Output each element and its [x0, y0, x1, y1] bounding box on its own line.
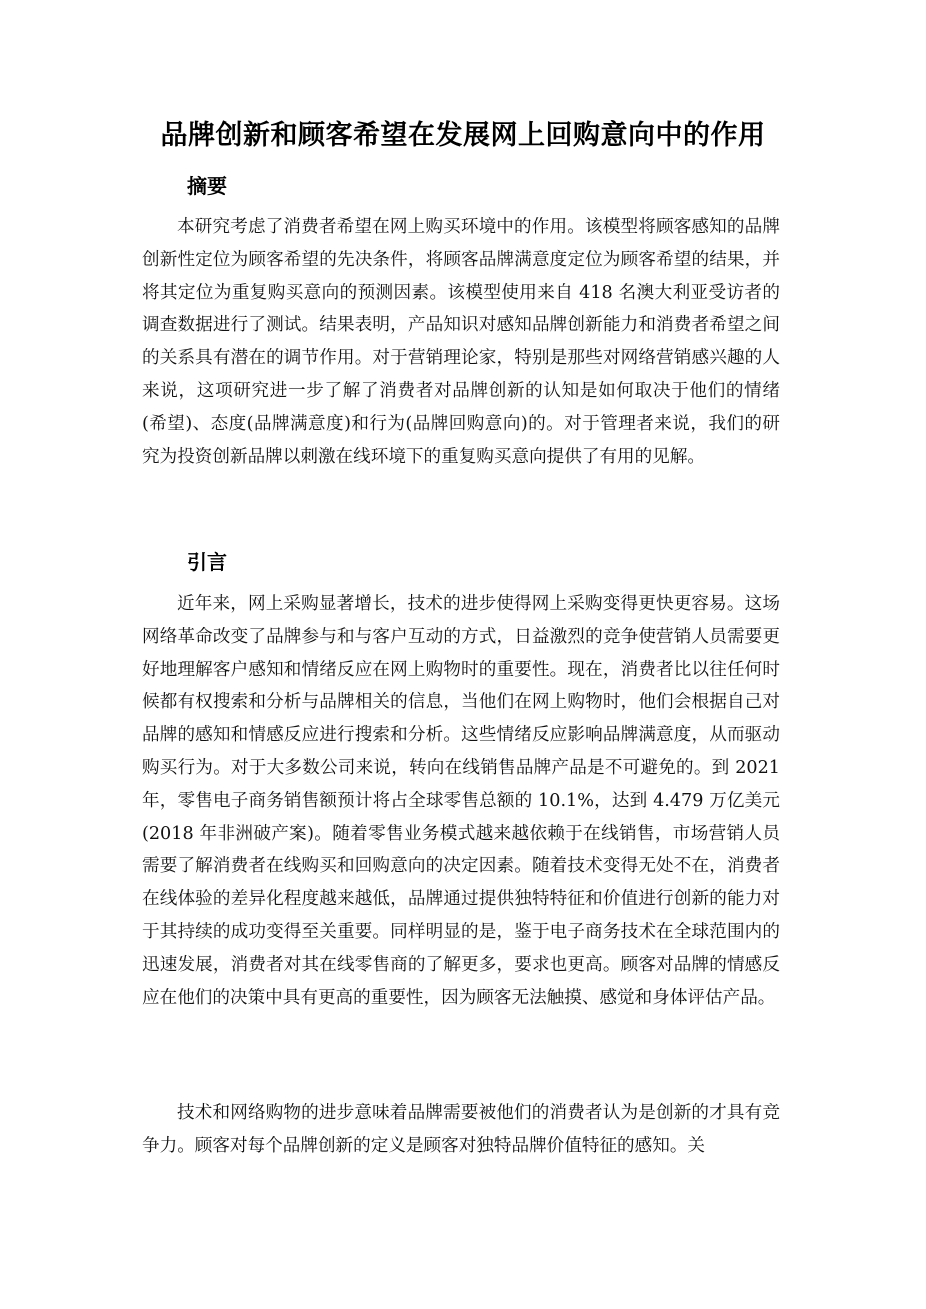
abstract-heading: 摘要: [187, 174, 227, 198]
introduction-paragraph-2: 技术和网络购物的进步意味着品牌需要被他们的消费者认为是创新的才具有竞争力。顾客对每个品牌创新的定义是顾客对独特品牌价值特征的感知。关: [142, 1103, 780, 1156]
abstract-paragraph: 本研究考虑了消费者希望在网上购买环境中的作用。该模型将顾客感知的品牌创新性定位为顾客希望的先决条件，将顾客品牌满意度定位为顾客希望的结果，并将其定位为重复购买意向的预测因素。该模型使用来自 418 名澳大利亚受访者的调查数据进行了测试。结果表明，产品知识对感知品牌创新能力和消费者希望之间的关系具有潜在的调节作用。对于营销理论家，特别是那些对网络营销感兴趣的人来说，这项研究进一步了解了消费者对品牌创新的认知是如何取决于他们的情绪(希望)、态度(品牌满意度)和行为(品牌回购意向)的。对于管理者来说，我们的研究为投资创新品牌以刺激在线环境下的重复购买意向提供了有用的见解。: [142, 217, 780, 467]
introduction-heading: 引言: [187, 550, 227, 574]
document-title: 品牌创新和顾客希望在发展网上回购意向中的作用: [160, 120, 766, 151]
introduction-paragraph-1: 近年来，网上采购显著增长，技术的进步使得网上采购变得更快更容易。这场网络革命改变了品牌参与和与客户互动的方式，日益激烈的竞争使营销人员需要更好地理解客户感知和情绪反应在网上购物时的重要性。现在，消费者比以往任何时候都有权搜索和分析与品牌相关的信息，当他们在网上购物时，他们会根据自己对品牌的感知和情感反应进行搜索和分析。这些情绪反应影响品牌满意度，从而驱动购买行为。对于大多数公司来说，转向在线销售品牌产品是不可避免的。到 2021 年，零售电子商务销售额预计将占全球零售总额的 10.1%，达到 4.479 万亿美元(2018 年非洲破产案)。随着零售业务模式越来越依赖于在线销售，市场营销人员需要了解消费者在线购买和回购意向的决定因素。随着技术变得无处不在，消费者在线体验的差异化程度越来越低，品牌通过提供独特特征和价值进行创新的能力对于其持续的成功变得至关重要。同样明显的是，鉴于电子商务技术在全球范围内的迅速发展，消费者对其在线零售商的了解更多，要求也更高。顾客对品牌的情感反应在他们的决策中具有更高的重要性，因为顾客无法触摸、感觉和身体评估产品。: [142, 594, 780, 1008]
